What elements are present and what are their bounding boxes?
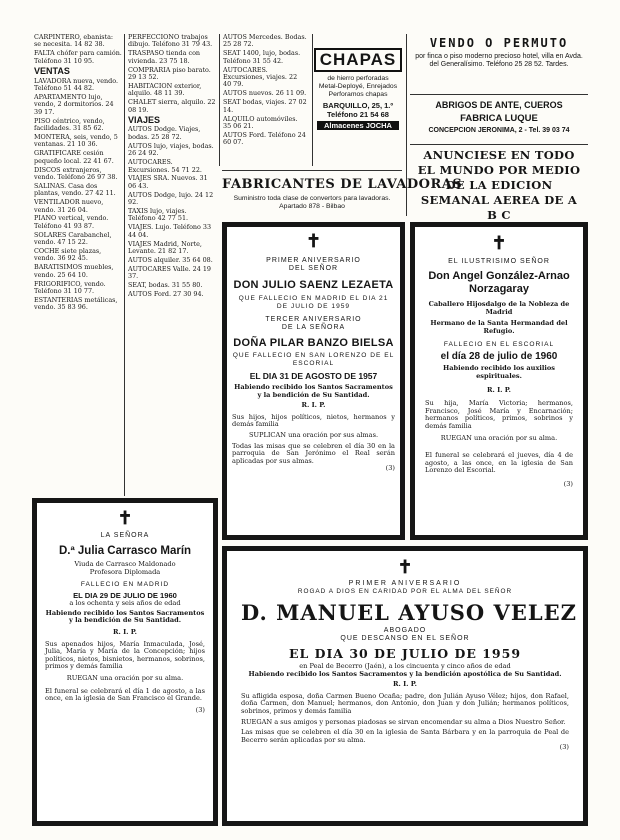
column-rule [219, 34, 220, 166]
death-line: FALLECIO EN EL ESCORIAL [443, 341, 555, 349]
classified-ad: VIAJES SRA. Nuevos. 31 06 43. [128, 174, 208, 190]
death-date: el día 28 de julio de 1960 [440, 351, 558, 363]
chapas-line: de hierro perforadas [327, 75, 389, 82]
chapas-line: Perforamos chapas [328, 91, 388, 98]
del-senor-line: DEL SEÑOR [288, 265, 339, 272]
classified-ad: SOLARES Carabanchel, vendo. 47 15 22. [34, 230, 112, 247]
classified-ad: TAXIS lujo, viajes. Teléfono 42 77 51. [128, 207, 189, 223]
prayer-request: RUEGAN una oración por su alma. [440, 433, 558, 442]
profession-line: ABOGADO [383, 627, 427, 634]
classifieds-column-2 [128, 34, 216, 496]
family-line: Su afligida esposa, doña Carmen Bueno Ocaña; padre, don Julián Ayuso Vélez; hijos, don Rafael, doña Carmen, don Manuel; hermanos, don Antonio, don Juan y don Julián; hermanos políticos, sobrinos, primos y demás familia [241, 691, 569, 715]
rip-line: R. I. P. [393, 680, 417, 689]
masses-line: Las misas que se celebren el día 30 en la iglesia de Santa Bárbara y en la parroquia de Peal de Becerro serán aplicadas por su alma. [241, 728, 569, 744]
classified-ad: AUTOCARES. Excursiones. 54 71 22. [128, 158, 202, 174]
la-senora-line: LA SEÑORA [100, 532, 150, 539]
classified-ad: COCHE siete plazas, vendo. 36 92 45. [34, 247, 102, 263]
de-la-senora-line: DE LA SEÑORA [281, 324, 346, 331]
ad-rule [410, 144, 588, 145]
honor-line-2: Hermano de la Santa Hermandad del Refugio. [430, 319, 568, 335]
classified-ad: SEAT bodas, viajes. 27 02 14. [223, 98, 307, 114]
classified-ad: COMPRARIA piso barato. 29 13 52. [128, 65, 211, 82]
anniversary-line: PRIMER ANIVERSARIO [266, 257, 361, 264]
place-line: en Peal de Becerro (Jaén), a los cincuenta y cinco años de edad [299, 662, 511, 670]
death-date: EL DIA 29 DE JULIO DE 1960 [73, 591, 177, 601]
ad-code: (3) [559, 743, 569, 752]
vendo-title: VENDO O PERMUTO [429, 36, 569, 50]
prayer-request: RUEGAN a sus amigos y personas piadosas se sirvan encomendar su alma a Dios Nuestro Señor. [241, 717, 566, 726]
classified-ad: TRASPASO tienda con vivienda. 23 75 18. [128, 49, 201, 65]
vendo-permuto-ad [410, 34, 588, 92]
classified-ad: MONTERA, seis, vendo, 5 ventanas. 21 10 36. [34, 132, 118, 149]
obituary-saenz-lezaeta [222, 222, 405, 540]
pray-line: ROGAD A DIOS EN CARIDAD POR EL ALMA DEL SEÑOR [297, 588, 513, 595]
lavadoras-title: FABRICANTES DE LAVADORAS [222, 177, 463, 192]
classified-ad: AUTOS Mercedes. Bodas. 25 28 72. [223, 34, 307, 49]
prayer-request: SUPLICAN una oración por sus almas. [248, 430, 379, 439]
classified-ad: VENTILADOR nuevo, vendo. 31 26 04. [34, 198, 104, 214]
obituary-gonzalez-arnao [410, 222, 588, 540]
rested-line: QUE DESCANSO EN EL SEÑOR [340, 635, 470, 642]
deceased-name: DON JULIO SAENZ LEZAETA [233, 279, 394, 291]
anunciese-text: ANUNCIESE EN TODO EL MUNDO POR MEDIO DE LA EDICION SEMANAL AEREA DE A B C [417, 148, 581, 222]
classified-ad: SEAT, bodas. 31 55 80. [128, 281, 203, 290]
chapas-brand: Almacenes JOCHA [317, 121, 399, 130]
obituary-ayuso-velez [222, 546, 588, 826]
ad-code: (3) [385, 464, 395, 473]
classified-ad: AUTOS Ford. Teléfono 24 60 07. [223, 130, 306, 147]
lavadoras-body: Suministro toda clase de convertors para lavadoras. Apartado 878 - Bilbao [233, 195, 391, 210]
abrigos-ad [410, 96, 588, 142]
cross-icon: ✝ [117, 508, 133, 529]
death-line: FALLECIO EN MADRID [80, 581, 170, 589]
column-rule [124, 34, 125, 496]
profession-line: Profesora Diplomada [89, 567, 161, 576]
deceased-name: D. MANUEL AYUSO VELEZ [241, 600, 577, 625]
classifieds-column-1 [34, 34, 122, 492]
widow-line: Viuda de Carrasco Maldonado [74, 560, 176, 568]
death-line-2: QUE FALLECIO EN SAN LORENZO DE EL ESCORIAL [232, 352, 395, 367]
deceased-name: Don Angel González-Arnao Norzagaray [428, 270, 570, 295]
age-line: a los ochenta y seis años de edad [69, 599, 181, 608]
classified-ad: GRATIFICARE cesión pequeño local. 22 41 67. [34, 149, 114, 165]
honor-line-1: Caballero Hijosdalgo de la Nobleza de Madrid [428, 300, 570, 316]
anniversary-line: PRIMER ANIVERSARIO [348, 580, 462, 587]
prayer-request: RUEGAN una oración por su alma. [66, 673, 184, 682]
classified-ad: VIAJES. Lujo. Teléfono 33 44 04. [128, 223, 212, 239]
viajes-heading: VIAJES [128, 115, 161, 126]
deceased-name-2: DOÑA PILAR BANZO BIELSA [233, 337, 394, 349]
classified-ad: AUTOCARES Valle. 24 19 37. [128, 264, 211, 281]
death-date-2: EL DIA 31 DE AGOSTO DE 1957 [249, 371, 378, 381]
chapas-line: Metal-Deployé, Enrejados [318, 83, 398, 90]
chapas-phone: Teléfono 21 54 68 [327, 110, 389, 119]
death-date: EL DIA 30 DE JULIO DE 1959 [288, 646, 522, 661]
abrigos-subtitle: FABRICA LUQUE [460, 113, 538, 124]
sacraments-line: Habiendo recibido los auxilios espirituales. [442, 364, 556, 380]
classified-ad: APARTAMENTO lujo, vendo, 2 dormitorios. 24 39 17. [34, 92, 114, 116]
classified-ad: SEAT 1400, lujo, bodas. Teléfono 31 55 42. [223, 49, 301, 65]
classified-ad: AUTOS alquiler. 35 64 08. [128, 255, 213, 264]
masses-line: Todas las misas que se celebren el día 30 en la parroquia de San Jerónimo el Real serán aplicadas por sus almas. [232, 441, 395, 465]
classified-ad: PISO céntrico, vendo, facilidades. 31 85 62. [34, 116, 105, 132]
vendo-body: por finca o piso moderno precioso hotel, villa en Avda. del Generalísimo. Teléfono 25 28 52. Tardes. [415, 53, 583, 69]
ad-rule [410, 94, 588, 95]
abrigos-address: CONCEPCION JERONIMA, 2 - Tel. 39 03 74 [428, 127, 570, 134]
death-line: QUE FALLECIO EN MADRID EL DIA 21 DE JULIO DE 1959 [238, 295, 389, 310]
classified-ad: AUTOS Dodge, lujo. 24 12 92. [128, 190, 214, 207]
anunciese-ad [414, 148, 584, 222]
chapas-address: BARQUILLO, 25, 1.º [322, 101, 394, 110]
funeral-line: El funeral se celebrará el día 1 de agosto, a las once, en la iglesia de San Francisco el Grande. [45, 686, 205, 703]
classified-ad: ALQUILO automóviles. 35 06 21. [223, 114, 298, 130]
chapas-title: CHAPAS [314, 48, 403, 72]
classified-ad: AUTOS nuevos. 26 11 09. [223, 89, 307, 98]
classified-ad: LAVADORA nueva, vendo. Teléfono 51 44 82. [34, 76, 119, 92]
classified-ad: VIAJES Madrid, Norte, Levante. 21 82 17. [128, 239, 202, 256]
rip-line: R. I. P. [487, 385, 511, 394]
classified-ad: CARPINTERO, ebanista: se necesita. 14 82 38. [34, 34, 114, 49]
funeral-line: El funeral se celebrará el jueves, día 4 de agosto, a las once, en la iglesia de San Lorenzo del Escorial. [425, 451, 573, 475]
classified-ad: PERFECCIONO trabajos dibujo. Teléfono 31 79 43. [128, 34, 213, 49]
title-line: EL ILUSTRISIMO SEÑOR [448, 258, 550, 265]
ad-code: (3) [563, 479, 573, 488]
classifieds-column-3 [223, 34, 307, 164]
cross-icon: ✝ [491, 233, 507, 254]
classified-ad: FRIGORIFICO, vendo. Teléfono 31 10 77. [34, 279, 106, 296]
classified-ad: ESTANTERIAS metálicas, vendo. 35 83 96. [34, 296, 118, 312]
obituary-carrasco-marin [32, 498, 218, 826]
classified-ad: FALTA chófer para camión. Teléfono 31 10 95. [34, 49, 122, 65]
ad-code: (3) [195, 705, 205, 714]
classified-ad: SALINAS. Casa dos plantas, vendo. 27 42 11. [34, 181, 116, 198]
rip-line: R. I. P. [301, 401, 326, 410]
column-rule [406, 34, 407, 216]
family-line: Sus apenados hijos, María Inmaculada, José, Julia, María y María de la Concepción; hijos políticos, nietos, bisnietos, hermanos, sobrinos, primos y demás familia [45, 639, 205, 671]
third-anniversary-line: TERCER ANIVERSARIO [265, 316, 362, 323]
classified-ad: AUTOS Dodge. Viajes, bodas. 25 28 72. [128, 125, 201, 141]
rip-line: R. I. P. [113, 627, 137, 636]
classified-ad: AUTOS Ford. 27 30 94. [128, 290, 204, 299]
classified-ad: PIANO vertical, vendo. Teléfono 41 93 87. [34, 214, 109, 230]
sacraments-line: Habiendo recibido los Santos Sacramentos y la bendición apostólica de Su Santidad. [248, 669, 562, 678]
cross-icon: ✝ [397, 557, 413, 578]
sacraments-line: Habiendo recibido los Santos Sacramentos y la bendición de Su Santidad. [45, 608, 205, 625]
family-line: Sus hijos, hijos políticos, nietos, hermanos y demás familia [232, 412, 395, 429]
classified-ad: BARATISIMOS muebles, vendo. 25 64 10. [34, 263, 114, 279]
family-line: Su hija, María Victoria; hermanos, Francisco, José María y Encarnación; hermanos políticos, primos, sobrinos y demás familia [425, 399, 573, 430]
classified-ad: HABITACION exterior, alquilo. 48 11 39. [128, 81, 202, 98]
chapas-ad [312, 34, 403, 166]
classified-ad: DISCOS extranjeros, vendo. Teléfono 26 97 38. [34, 165, 118, 181]
classified-ad: AUTOS lujo, viajes, bodas. 26 24 92. [128, 141, 214, 158]
cross-icon: ✝ [305, 231, 322, 252]
sacraments-line: Habiendo recibido los Santos Sacramentos y la bendición de Su Santidad. [234, 383, 393, 399]
classified-ad: AUTOCARES. Excursiones, viajes. 22 40 79. [223, 65, 298, 89]
abrigos-title: ABRIGOS DE ANTE, CUEROS [435, 100, 563, 110]
classified-ad: CHALET sierra, alquilo. 22 08 19. [128, 98, 216, 114]
ventas-heading: VENTAS [34, 66, 70, 77]
deceased-name: D.ª Julia Carrasco Marín [58, 545, 192, 557]
lavadoras-ad [222, 170, 463, 217]
